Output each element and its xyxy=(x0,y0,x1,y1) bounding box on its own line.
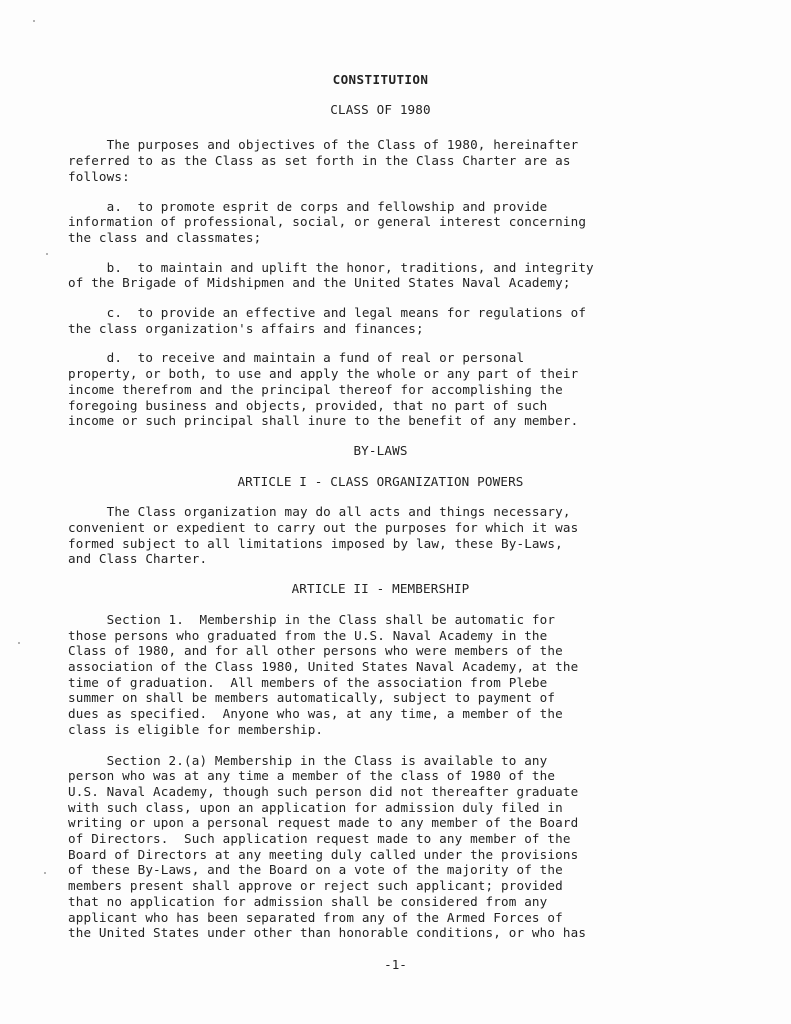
bylaws-heading: BY-LAWS xyxy=(353,442,408,458)
scan-speck xyxy=(44,872,46,874)
scan-speck xyxy=(18,642,20,644)
article-2-heading: ARTICLE II - MEMBERSHIP xyxy=(291,581,470,597)
purpose-item-a: a. to promote esprit de corps and fellowship and provide information of professional, social, or general interest concerning the class and classmates; xyxy=(68,198,587,245)
purpose-item-d: d. to receive and maintain a fund of real or personal property, or both, to use and apply the whole or any part of their income therefrom and the principal thereof for accomplishing the foregoing business and objects, provided, that no part of such income or such principal shall inure to the benefit of any member. xyxy=(68,350,579,429)
purpose-item-c: c. to provide an effective and legal means for regulations of the class organization's affairs and finances; xyxy=(68,305,587,336)
article-1-heading: ARTICLE I - CLASS ORGANIZATION POWERS xyxy=(237,473,524,489)
article-2-section-2: Section 2.(a) Membership in the Class is available to any person who was at any time a member of the class of 1980 of the U.S. Naval Academy, though such person did not thereafter graduate with such class, upon an application for admission duly filed in writing or upon a personal request made to any member of the Board of Directors. Such application request made to any member of the Board of Directors at any meeting duly called under the provisions of these By-Laws, and the Board on a vote of the majority of the members present shall approve or reject such applicant; provided that no application for admission shall be considered from any applicant who has been separated from any of the Armed Forces of the United States under other than honorable conditions, or who has xyxy=(68,752,587,941)
intro-paragraph: The purposes and objectives of the Class of 1980, hereinafter referred to as the Class as set forth in the Class Charter are as follows: xyxy=(68,137,579,184)
scan-speck xyxy=(33,20,35,22)
article-2-section-1: Section 1. Membership in the Class shall be automatic for those persons who graduated from the U.S. Naval Academy in the Class of 1980, and for all other persons who were members of the association of the Class 1980, United States Naval Academy, at the time of graduation. All members of the association from Plebe summer on shall be members automatically, subject to payment of dues as specified. Anyone who was, at any time, a member of the class is eligible for membership. xyxy=(68,611,579,737)
page-number: -1- xyxy=(384,957,407,972)
scan-speck xyxy=(46,253,48,255)
purpose-item-b: b. to maintain and uplift the honor, traditions, and integrity of the Brigade of Midshipmen and the United States Naval Academy; xyxy=(68,259,594,291)
document-body xyxy=(68,72,693,941)
document-subtitle: CLASS OF 1980 xyxy=(330,101,431,117)
article-1-text: The Class organization may do all acts and things necessary, convenient or expedient to carry out the purposes for which it was formed subject to all limitations imposed by law, these By-Laws, and Class Charter. xyxy=(68,504,579,567)
document-title: CONSTITUTION xyxy=(332,72,429,87)
